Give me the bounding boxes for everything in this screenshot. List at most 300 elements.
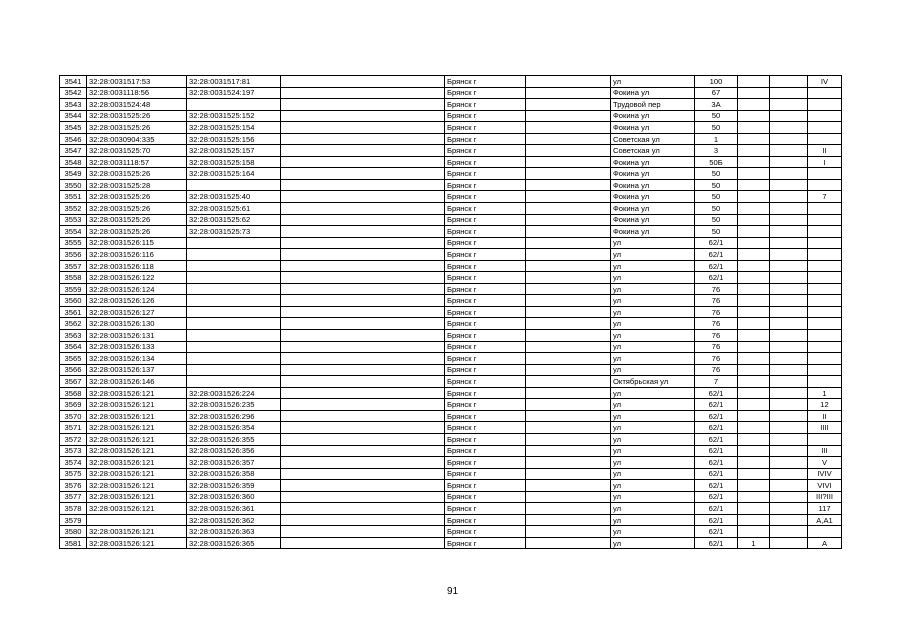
city-cell: Брянск г xyxy=(445,214,526,226)
empty-cell xyxy=(281,179,445,191)
empty-cell xyxy=(526,445,611,457)
cadastral-number-cell: 32:28:0031526:118 xyxy=(87,260,187,272)
empty-cell xyxy=(526,272,611,284)
apartment-cell xyxy=(738,168,770,180)
empty-cell xyxy=(281,376,445,388)
empty-cell xyxy=(281,526,445,538)
liter-cell: IV xyxy=(808,76,842,88)
empty-cell xyxy=(281,283,445,295)
empty-cell xyxy=(526,433,611,445)
city-cell: Брянск г xyxy=(445,468,526,480)
house-number-cell: 62/1 xyxy=(695,491,738,503)
liter-cell: 117 xyxy=(808,503,842,515)
city-cell: Брянск г xyxy=(445,330,526,342)
empty-cell xyxy=(281,237,445,249)
empty-cell xyxy=(526,410,611,422)
empty-cell xyxy=(526,110,611,122)
street-cell: Советская ул xyxy=(611,145,695,157)
object-cadastral-number-cell: 32:28:0031526:355 xyxy=(187,433,281,445)
empty-cell xyxy=(526,249,611,261)
cadastral-number-cell: 32:28:0031526:115 xyxy=(87,237,187,249)
row-number-cell: 3574 xyxy=(60,457,87,469)
empty-cell xyxy=(526,226,611,238)
street-cell: ул xyxy=(611,480,695,492)
city-cell: Брянск г xyxy=(445,306,526,318)
empty-cell xyxy=(526,537,611,549)
empty-cell xyxy=(526,179,611,191)
object-cadastral-number-cell xyxy=(187,272,281,284)
empty-cell xyxy=(770,353,808,365)
liter-cell xyxy=(808,272,842,284)
empty-cell xyxy=(526,399,611,411)
empty-cell xyxy=(281,353,445,365)
empty-cell xyxy=(526,387,611,399)
empty-cell xyxy=(526,318,611,330)
city-cell: Брянск г xyxy=(445,179,526,191)
liter-cell xyxy=(808,110,842,122)
table-row xyxy=(60,503,842,515)
house-number-cell: 62/1 xyxy=(695,480,738,492)
object-cadastral-number-cell: 32:28:0031517:81 xyxy=(187,76,281,88)
cadastral-number-cell: 32:28:0031526:137 xyxy=(87,364,187,376)
object-cadastral-number-cell: 32:28:0031525:154 xyxy=(187,122,281,134)
object-cadastral-number-cell xyxy=(187,179,281,191)
city-cell: Брянск г xyxy=(445,433,526,445)
table-row xyxy=(60,145,842,157)
table-row xyxy=(60,283,842,295)
city-cell: Брянск г xyxy=(445,537,526,549)
table-row xyxy=(60,491,842,503)
apartment-cell xyxy=(738,330,770,342)
row-number-cell: 3571 xyxy=(60,422,87,434)
empty-cell xyxy=(526,237,611,249)
empty-cell xyxy=(770,457,808,469)
empty-cell xyxy=(281,168,445,180)
empty-cell xyxy=(526,214,611,226)
street-cell: ул xyxy=(611,503,695,515)
liter-cell xyxy=(808,364,842,376)
object-cadastral-number-cell: 32:28:0031524:197 xyxy=(187,87,281,99)
liter-cell xyxy=(808,260,842,272)
empty-cell xyxy=(770,145,808,157)
apartment-cell xyxy=(738,341,770,353)
house-number-cell: 76 xyxy=(695,318,738,330)
city-cell: Брянск г xyxy=(445,260,526,272)
row-number-cell: 3565 xyxy=(60,353,87,365)
house-number-cell: 62/1 xyxy=(695,249,738,261)
apartment-cell xyxy=(738,214,770,226)
apartment-cell xyxy=(738,503,770,515)
cadastral-number-cell: 32:28:0031526:126 xyxy=(87,295,187,307)
street-cell: Фокина ул xyxy=(611,214,695,226)
liter-cell: 7 xyxy=(808,191,842,203)
empty-cell xyxy=(526,514,611,526)
house-number-cell: 62/1 xyxy=(695,410,738,422)
empty-cell xyxy=(526,191,611,203)
row-number-cell: 3545 xyxy=(60,122,87,134)
empty-cell xyxy=(281,122,445,134)
empty-cell xyxy=(770,410,808,422)
apartment-cell xyxy=(738,480,770,492)
street-cell: ул xyxy=(611,249,695,261)
empty-cell xyxy=(526,203,611,215)
empty-cell xyxy=(526,468,611,480)
table-row xyxy=(60,306,842,318)
object-cadastral-number-cell: 32:28:0031525:40 xyxy=(187,191,281,203)
empty-cell xyxy=(770,306,808,318)
street-cell: ул xyxy=(611,306,695,318)
row-number-cell: 3557 xyxy=(60,260,87,272)
empty-cell xyxy=(526,364,611,376)
cadastral-number-cell: 32:28:0031526:121 xyxy=(87,387,187,399)
table-row xyxy=(60,168,842,180)
street-cell: ул xyxy=(611,364,695,376)
table-row xyxy=(60,260,842,272)
empty-cell xyxy=(281,249,445,261)
empty-cell xyxy=(526,457,611,469)
row-number-cell: 3575 xyxy=(60,468,87,480)
street-cell: Фокина ул xyxy=(611,226,695,238)
object-cadastral-number-cell xyxy=(187,237,281,249)
liter-cell: 1 xyxy=(808,387,842,399)
city-cell: Брянск г xyxy=(445,387,526,399)
apartment-cell xyxy=(738,445,770,457)
object-cadastral-number-cell: 32:28:0031525:157 xyxy=(187,145,281,157)
street-cell: ул xyxy=(611,260,695,272)
apartment-cell xyxy=(738,179,770,191)
cadastral-number-cell: 32:28:0031525:26 xyxy=(87,203,187,215)
apartment-cell xyxy=(738,433,770,445)
city-cell: Брянск г xyxy=(445,318,526,330)
empty-cell xyxy=(770,203,808,215)
table-row xyxy=(60,468,842,480)
empty-cell xyxy=(526,295,611,307)
street-cell: ул xyxy=(611,457,695,469)
house-number-cell: 62/1 xyxy=(695,537,738,549)
city-cell: Брянск г xyxy=(445,99,526,111)
liter-cell: I xyxy=(808,156,842,168)
apartment-cell xyxy=(738,87,770,99)
row-number-cell: 3566 xyxy=(60,364,87,376)
house-number-cell: 3 xyxy=(695,145,738,157)
empty-cell xyxy=(770,249,808,261)
street-cell: Фокина ул xyxy=(611,110,695,122)
empty-cell xyxy=(281,457,445,469)
cadastral-number-cell: 32:28:0031118:56 xyxy=(87,87,187,99)
empty-cell xyxy=(281,503,445,515)
table-row xyxy=(60,526,842,538)
row-number-cell: 3558 xyxy=(60,272,87,284)
street-cell: ул xyxy=(611,433,695,445)
house-number-cell: 62/1 xyxy=(695,422,738,434)
cadastral-number-cell: 32:28:0031525:26 xyxy=(87,122,187,134)
city-cell: Брянск г xyxy=(445,168,526,180)
page-number: 91 xyxy=(446,586,459,597)
empty-cell xyxy=(770,341,808,353)
object-cadastral-number-cell xyxy=(187,341,281,353)
house-number-cell: 76 xyxy=(695,283,738,295)
cadastral-number-cell: 32:28:0031525:26 xyxy=(87,226,187,238)
liter-cell xyxy=(808,168,842,180)
city-cell: Брянск г xyxy=(445,399,526,411)
empty-cell xyxy=(770,87,808,99)
object-cadastral-number-cell xyxy=(187,353,281,365)
house-number-cell: 62/1 xyxy=(695,237,738,249)
empty-cell xyxy=(770,156,808,168)
house-number-cell: 50 xyxy=(695,214,738,226)
street-cell: Фокина ул xyxy=(611,179,695,191)
row-number-cell: 3579 xyxy=(60,514,87,526)
empty-cell xyxy=(770,491,808,503)
apartment-cell xyxy=(738,318,770,330)
empty-cell xyxy=(281,87,445,99)
object-cadastral-number-cell: 32:28:0031526:360 xyxy=(187,491,281,503)
liter-cell xyxy=(808,353,842,365)
empty-cell xyxy=(770,272,808,284)
empty-cell xyxy=(526,87,611,99)
house-number-cell: 62/1 xyxy=(695,503,738,515)
cadastral-number-cell: 32:28:0031526:122 xyxy=(87,272,187,284)
liter-cell: 12 xyxy=(808,399,842,411)
row-number-cell: 3562 xyxy=(60,318,87,330)
street-cell: Фокина ул xyxy=(611,168,695,180)
house-number-cell: 50Б xyxy=(695,156,738,168)
empty-cell xyxy=(281,99,445,111)
empty-cell xyxy=(770,260,808,272)
table-row xyxy=(60,191,842,203)
empty-cell xyxy=(526,168,611,180)
empty-cell xyxy=(281,133,445,145)
cadastral-number-cell: 32:28:0031524:48 xyxy=(87,99,187,111)
cadastral-number-cell: 32:28:0031526:121 xyxy=(87,480,187,492)
street-cell: Фокина ул xyxy=(611,122,695,134)
table-row xyxy=(60,203,842,215)
empty-cell xyxy=(526,156,611,168)
table-row xyxy=(60,122,842,134)
empty-cell xyxy=(770,237,808,249)
object-cadastral-number-cell xyxy=(187,318,281,330)
row-number-cell: 3548 xyxy=(60,156,87,168)
row-number-cell: 3573 xyxy=(60,445,87,457)
row-number-cell: 3542 xyxy=(60,87,87,99)
house-number-cell: 76 xyxy=(695,341,738,353)
empty-cell xyxy=(770,122,808,134)
row-number-cell: 3560 xyxy=(60,295,87,307)
apartment-cell xyxy=(738,133,770,145)
apartment-cell xyxy=(738,156,770,168)
city-cell: Брянск г xyxy=(445,237,526,249)
empty-cell xyxy=(770,330,808,342)
empty-cell xyxy=(770,110,808,122)
liter-cell: А xyxy=(808,537,842,549)
street-cell: ул xyxy=(611,283,695,295)
apartment-cell xyxy=(738,364,770,376)
house-number-cell: 62/1 xyxy=(695,433,738,445)
apartment-cell xyxy=(738,457,770,469)
liter-cell xyxy=(808,99,842,111)
liter-cell xyxy=(808,203,842,215)
empty-cell xyxy=(281,226,445,238)
street-cell: ул xyxy=(611,330,695,342)
table-row xyxy=(60,133,842,145)
row-number-cell: 3572 xyxy=(60,433,87,445)
city-cell: Брянск г xyxy=(445,133,526,145)
empty-cell xyxy=(281,537,445,549)
empty-cell xyxy=(526,145,611,157)
cadastral-number-cell xyxy=(87,514,187,526)
row-number-cell: 3544 xyxy=(60,110,87,122)
empty-cell xyxy=(526,76,611,88)
city-cell: Брянск г xyxy=(445,376,526,388)
empty-cell xyxy=(770,387,808,399)
street-cell: ул xyxy=(611,318,695,330)
cadastral-number-cell: 32:28:0031526:121 xyxy=(87,468,187,480)
street-cell: Фокина ул xyxy=(611,156,695,168)
apartment-cell xyxy=(738,526,770,538)
city-cell: Брянск г xyxy=(445,480,526,492)
apartment-cell xyxy=(738,295,770,307)
liter-cell xyxy=(808,376,842,388)
empty-cell xyxy=(770,99,808,111)
row-number-cell: 3563 xyxy=(60,330,87,342)
cadastral-number-cell: 32:28:0031525:26 xyxy=(87,214,187,226)
liter-cell: III?III xyxy=(808,491,842,503)
city-cell: Брянск г xyxy=(445,87,526,99)
liter-cell xyxy=(808,249,842,261)
table-row xyxy=(60,387,842,399)
liter-cell: А,А1 xyxy=(808,514,842,526)
table-row xyxy=(60,353,842,365)
row-number-cell: 3553 xyxy=(60,214,87,226)
empty-cell xyxy=(281,156,445,168)
apartment-cell xyxy=(738,237,770,249)
object-cadastral-number-cell xyxy=(187,260,281,272)
street-cell: ул xyxy=(611,410,695,422)
liter-cell xyxy=(808,306,842,318)
cadastral-number-cell: 32:28:0030904:335 xyxy=(87,133,187,145)
street-cell: Фокина ул xyxy=(611,87,695,99)
empty-cell xyxy=(770,537,808,549)
liter-cell xyxy=(808,179,842,191)
cadastral-number-cell: 32:28:0031526:133 xyxy=(87,341,187,353)
empty-cell xyxy=(526,526,611,538)
empty-cell xyxy=(281,387,445,399)
empty-cell xyxy=(770,133,808,145)
object-cadastral-number-cell: 32:28:0031526:224 xyxy=(187,387,281,399)
liter-cell xyxy=(808,214,842,226)
row-number-cell: 3581 xyxy=(60,537,87,549)
empty-cell xyxy=(281,318,445,330)
empty-cell xyxy=(281,272,445,284)
table-row xyxy=(60,237,842,249)
empty-cell xyxy=(526,330,611,342)
street-cell: ул xyxy=(611,272,695,284)
row-number-cell: 3550 xyxy=(60,179,87,191)
apartment-cell xyxy=(738,306,770,318)
house-number-cell: 50 xyxy=(695,168,738,180)
apartment-cell xyxy=(738,99,770,111)
house-number-cell: 62/1 xyxy=(695,468,738,480)
empty-cell xyxy=(770,503,808,515)
row-number-cell: 3567 xyxy=(60,376,87,388)
liter-cell: VIVI xyxy=(808,480,842,492)
city-cell: Брянск г xyxy=(445,145,526,157)
cadastral-number-cell: 32:28:0031526:131 xyxy=(87,330,187,342)
row-number-cell: 3578 xyxy=(60,503,87,515)
city-cell: Брянск г xyxy=(445,445,526,457)
liter-cell xyxy=(808,433,842,445)
house-number-cell: 7 xyxy=(695,376,738,388)
liter-cell xyxy=(808,295,842,307)
empty-cell xyxy=(526,133,611,145)
cadastral-number-cell: 32:28:0031517:53 xyxy=(87,76,187,88)
table-row xyxy=(60,76,842,88)
empty-cell xyxy=(281,364,445,376)
empty-cell xyxy=(526,283,611,295)
cadastral-number-cell: 32:28:0031526:121 xyxy=(87,537,187,549)
empty-cell xyxy=(526,122,611,134)
table-row xyxy=(60,399,842,411)
row-number-cell: 3559 xyxy=(60,283,87,295)
house-number-cell: 1 xyxy=(695,133,738,145)
street-cell: ул xyxy=(611,491,695,503)
empty-cell xyxy=(770,295,808,307)
city-cell: Брянск г xyxy=(445,526,526,538)
street-cell: Трудовой пер xyxy=(611,99,695,111)
cadastral-number-cell: 32:28:0031526:134 xyxy=(87,353,187,365)
empty-cell xyxy=(281,330,445,342)
cadastral-number-cell: 32:28:0031526:127 xyxy=(87,306,187,318)
object-cadastral-number-cell: 32:28:0031525:152 xyxy=(187,110,281,122)
empty-cell xyxy=(770,468,808,480)
city-cell: Брянск г xyxy=(445,491,526,503)
row-number-cell: 3552 xyxy=(60,203,87,215)
object-cadastral-number-cell: 32:28:0031525:156 xyxy=(187,133,281,145)
cadastral-number-cell: 32:28:0031526:121 xyxy=(87,491,187,503)
table-row xyxy=(60,480,842,492)
empty-cell xyxy=(770,526,808,538)
cadastral-number-cell: 32:28:0031526:121 xyxy=(87,399,187,411)
table-row xyxy=(60,318,842,330)
city-cell: Брянск г xyxy=(445,226,526,238)
empty-cell xyxy=(281,203,445,215)
liter-cell: IVIV xyxy=(808,468,842,480)
table-row xyxy=(60,249,842,261)
empty-cell xyxy=(281,214,445,226)
apartment-cell xyxy=(738,110,770,122)
empty-cell xyxy=(281,295,445,307)
empty-cell xyxy=(526,491,611,503)
empty-cell xyxy=(770,422,808,434)
table-row xyxy=(60,445,842,457)
object-cadastral-number-cell xyxy=(187,295,281,307)
table-row xyxy=(60,457,842,469)
empty-cell xyxy=(281,399,445,411)
street-cell: Фокина ул xyxy=(611,191,695,203)
liter-cell xyxy=(808,133,842,145)
cadastral-number-cell: 32:28:0031525:28 xyxy=(87,179,187,191)
table-row xyxy=(60,156,842,168)
house-number-cell: 76 xyxy=(695,306,738,318)
empty-cell xyxy=(526,480,611,492)
city-cell: Брянск г xyxy=(445,422,526,434)
city-cell: Брянск г xyxy=(445,503,526,515)
cadastral-number-cell: 32:28:0031525:26 xyxy=(87,168,187,180)
apartment-cell xyxy=(738,491,770,503)
city-cell: Брянск г xyxy=(445,156,526,168)
object-cadastral-number-cell: 32:28:0031526:356 xyxy=(187,445,281,457)
house-number-cell: 62/1 xyxy=(695,260,738,272)
